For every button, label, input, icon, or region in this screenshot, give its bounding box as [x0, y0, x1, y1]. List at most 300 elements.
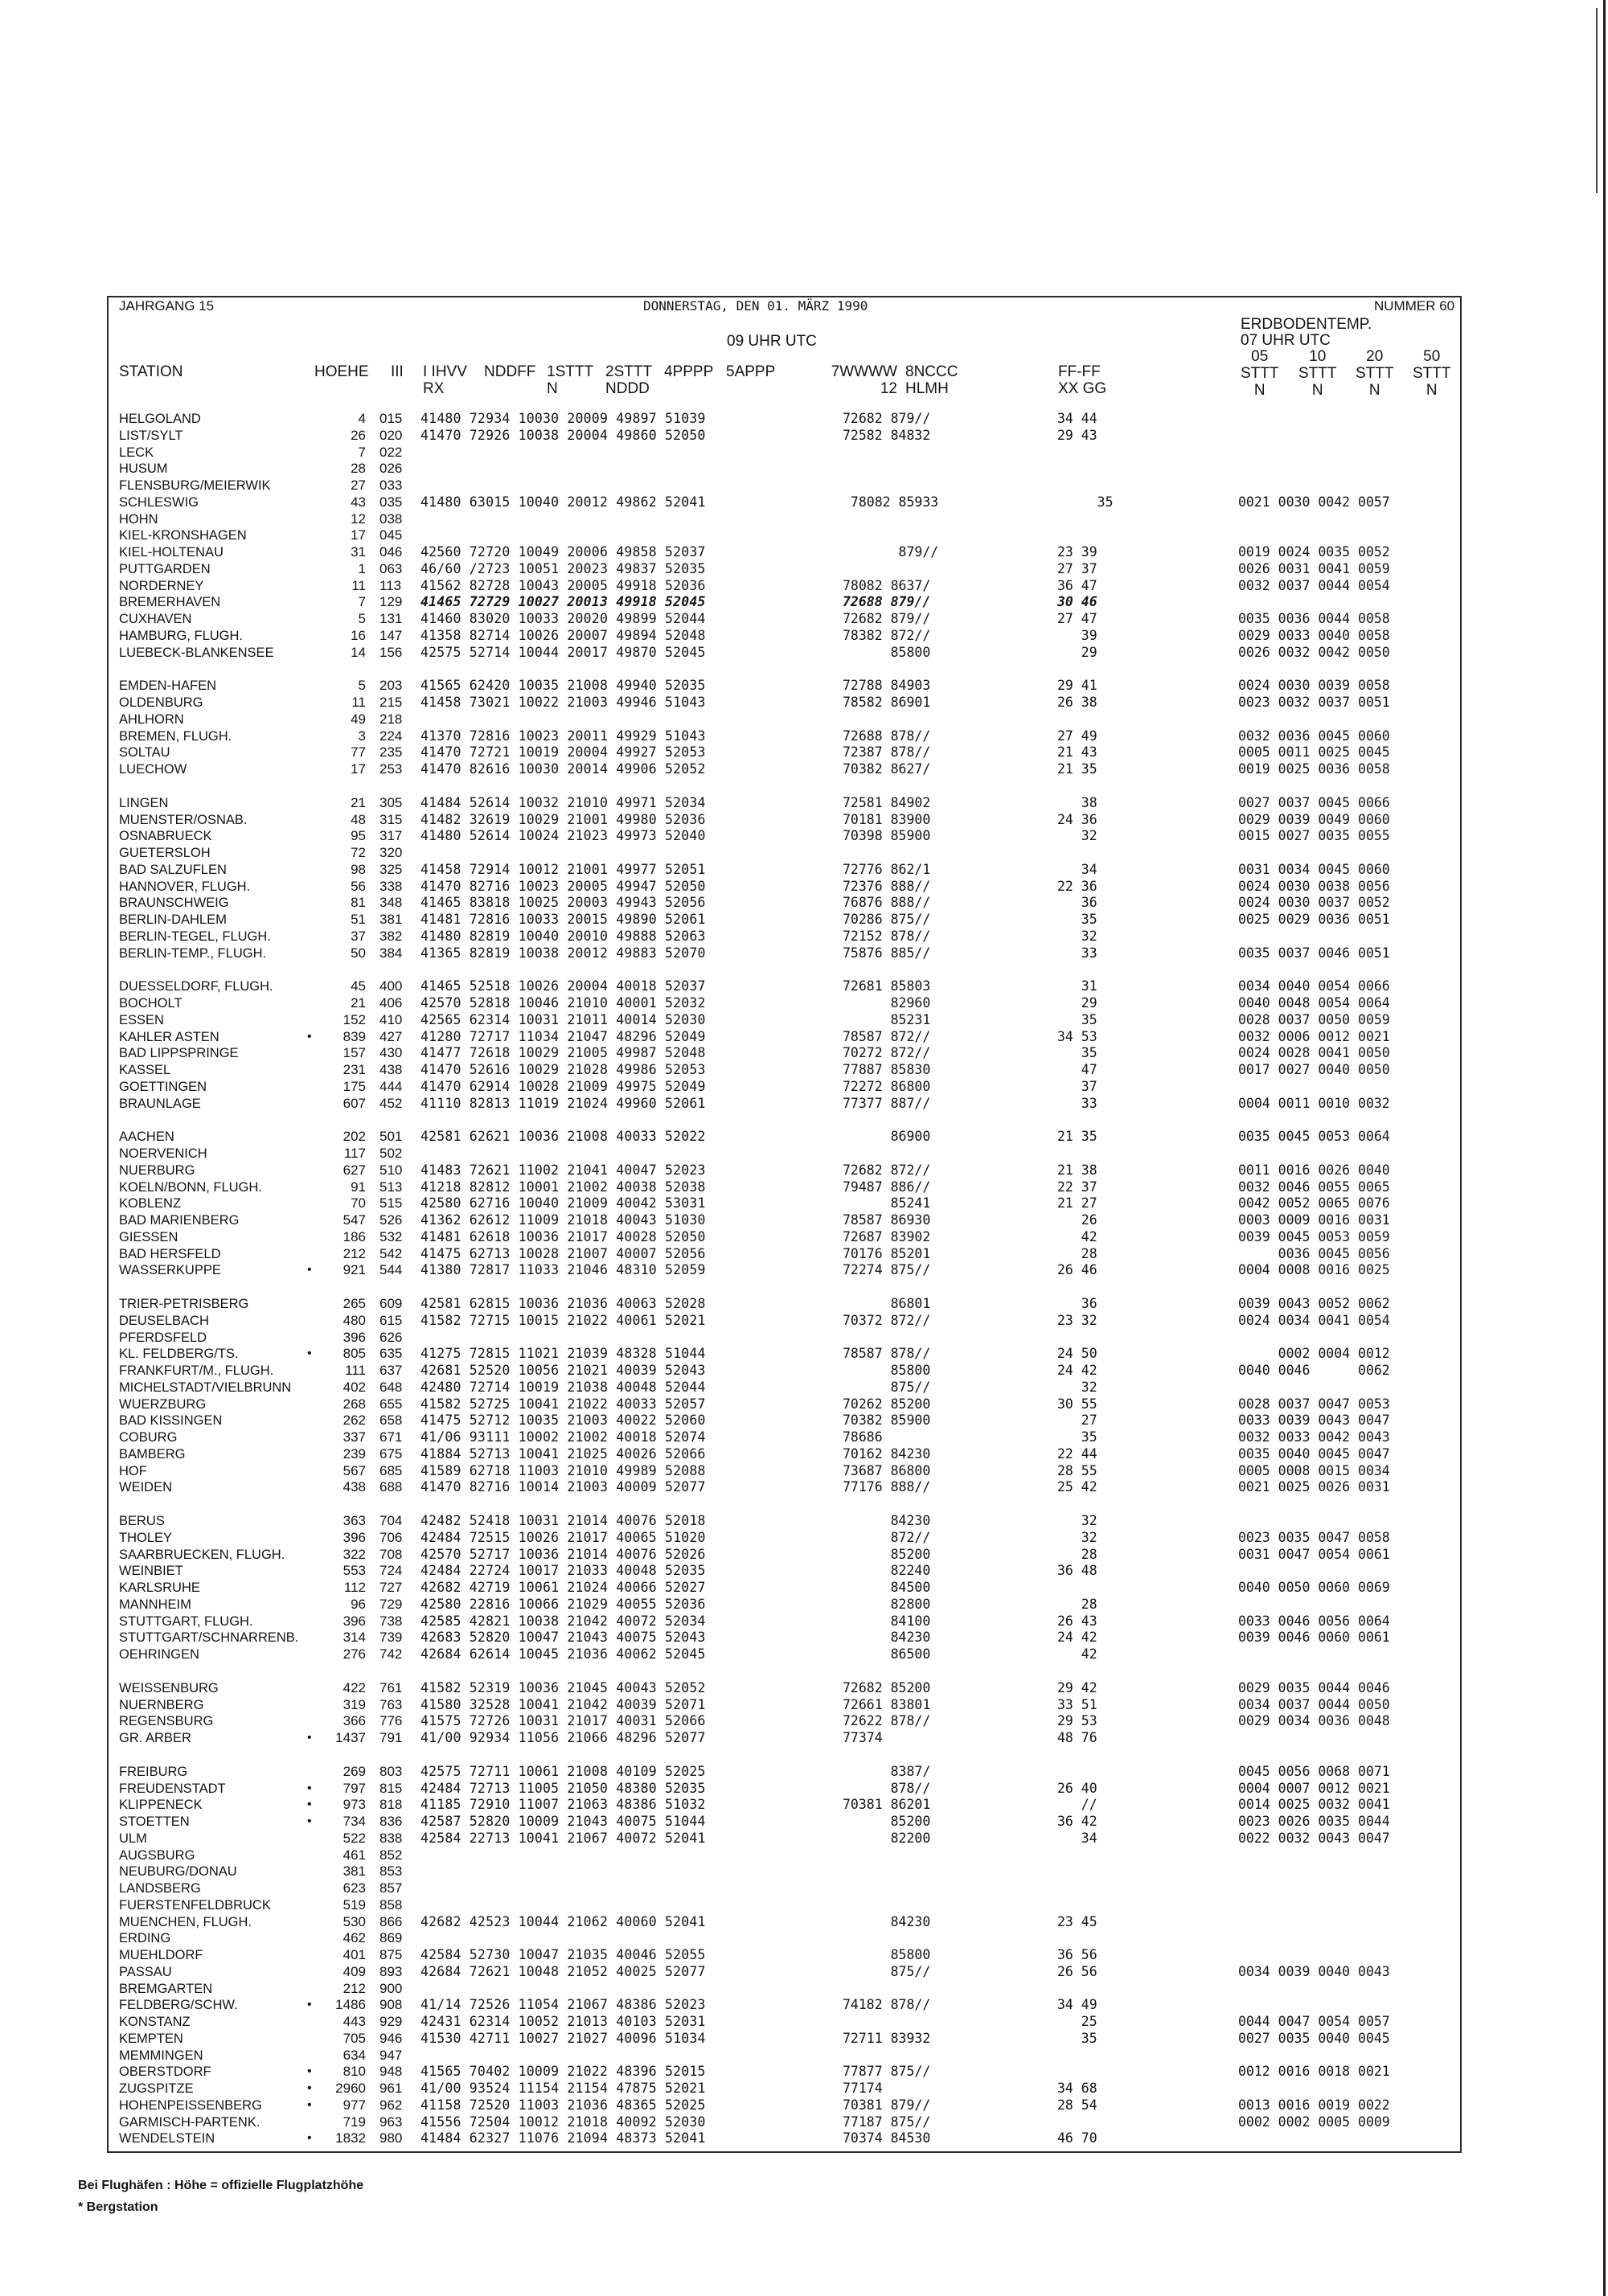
station-name: BERLIN-TEGEL, FLUGH.: [119, 929, 271, 944]
synop-groups: 41481 72816 10033 20015 49890 52061: [420, 912, 706, 927]
weather-cloud-groups: 78582 86901: [843, 695, 931, 710]
station-name: HANNOVER, FLUGH.: [119, 879, 251, 894]
station-index: 963: [379, 2114, 403, 2130]
synop-groups: 42580 22816 10066 21029 40055 52036: [420, 1596, 706, 1612]
station-name: NEUBURG/DONAU: [119, 1864, 237, 1880]
mountain-marker: •: [307, 2064, 312, 2079]
station-name: WUERZBURG: [119, 1396, 207, 1412]
weather-cloud-groups: 72682 879//: [843, 611, 931, 626]
col-8nccc: 8NCCC HLMH: [905, 363, 958, 397]
station-height: 202: [343, 1129, 366, 1145]
station-height: 462: [343, 1930, 366, 1946]
soil-temperatures: 0044 0047 0054 0057: [1238, 2014, 1390, 2029]
weather-cloud-groups: 72272 86800: [843, 1078, 931, 1094]
wind-gusts: 42: [1057, 1646, 1097, 1662]
weather-cloud-groups: 70286 875//: [843, 912, 931, 927]
wind-gusts: 33 51: [1057, 1696, 1097, 1712]
station-name: GUETERSLOH: [119, 846, 211, 860]
wind-gusts: 27 37: [1057, 560, 1097, 576]
table-row: [0, 1930, 1608, 1946]
weather-cloud-groups: 875//: [843, 1963, 931, 1979]
col-erd-50: 50 STTT N: [1413, 348, 1451, 399]
synop-groups: 41580 32528 10041 21042 40039 52071: [420, 1696, 706, 1712]
table-row: [0, 1246, 1608, 1262]
station-height: 96: [351, 1596, 366, 1612]
weather-cloud-groups: 77377 887//: [843, 1095, 931, 1111]
footnotes: [78, 2175, 363, 2218]
col-2sttt: 2STTT NDDD: [605, 363, 653, 397]
station-name: GOETTINGEN: [119, 1079, 207, 1094]
station-height: 5: [358, 678, 366, 694]
wind-gusts: 23 39: [1057, 544, 1097, 560]
station-name: HOHENPEISSENBERG: [119, 2097, 262, 2113]
station-index: 452: [379, 1095, 403, 1111]
station-name: OSNABRUECK: [119, 829, 212, 844]
station-index: 203: [379, 678, 403, 694]
station-height: 95: [351, 828, 366, 844]
wind-gusts: 22 44: [1057, 1445, 1097, 1462]
station-index: 218: [379, 711, 403, 727]
weather-cloud-groups: 70176 85201: [843, 1245, 931, 1261]
table-row: [0, 1981, 1608, 1997]
station-name: KAHLER ASTEN: [119, 1029, 219, 1044]
station-height: 77: [351, 744, 366, 761]
soil-temperatures: 0035 0036 0044 0058: [1238, 611, 1390, 626]
soil-temperatures: 0034 0039 0040 0043: [1238, 1963, 1390, 1979]
soil-temperatures: 0039 0043 0052 0062: [1238, 1296, 1390, 1311]
station-height: 409: [343, 1963, 366, 1979]
soil-temperatures: 0025 0029 0036 0051: [1238, 912, 1390, 927]
station-height: 12: [351, 510, 366, 527]
col-iihvv: I IHVV RX: [423, 363, 467, 397]
station-height: 402: [343, 1379, 366, 1395]
weather-cloud-groups: 72622 878//: [843, 1713, 931, 1729]
table-row: [0, 1563, 1608, 1579]
table-row: [0, 1947, 1608, 1963]
station-height: 56: [351, 878, 366, 894]
station-index: 038: [379, 510, 403, 527]
station-name: MUENSTER/OSNAB.: [119, 812, 248, 827]
station-index: 948: [379, 2064, 403, 2080]
wind-gusts: 46 70: [1057, 2130, 1097, 2146]
wind-gusts: 36 56: [1057, 1947, 1097, 1962]
station-height: 319: [343, 1696, 366, 1712]
soil-temperatures: 0021 0025 0026 0031: [1238, 1479, 1390, 1495]
table-row: [0, 1831, 1608, 1847]
table-row: [0, 594, 1608, 610]
station-height: 37: [351, 928, 366, 944]
weather-cloud-groups: 82240: [843, 1563, 931, 1579]
table-row: [0, 761, 1608, 777]
weather-cloud-groups: 72688 878//: [843, 728, 931, 744]
station-height: 7: [358, 594, 366, 610]
soil-temperatures: 0012 0016 0018 0021: [1238, 2064, 1390, 2080]
soil-temperatures: 0029 0033 0040 0058: [1238, 627, 1390, 643]
wind-gusts: 34: [1057, 1830, 1097, 1846]
wind-gusts: 29: [1057, 644, 1097, 660]
weather-cloud-groups: 72581 84902: [843, 794, 931, 810]
synop-groups: 41481 62618 10036 21017 40028 52050: [420, 1228, 706, 1244]
station-height: 212: [343, 1245, 366, 1261]
table-row: [0, 1330, 1608, 1346]
station-height: 26: [351, 427, 366, 443]
mountain-marker: •: [307, 1731, 312, 1745]
wind-gusts: 27 49: [1057, 728, 1097, 744]
station-name: AACHEN: [119, 1130, 174, 1145]
weather-cloud-groups: 86900: [843, 1129, 931, 1145]
col-erd-10: 10 STTT N: [1298, 348, 1337, 399]
synop-groups: 41370 72816 10023 20011 49929 51043: [420, 728, 706, 744]
station-height: 567: [343, 1462, 366, 1478]
station-index: 156: [379, 644, 403, 660]
station-name: BAD HERSFELD: [119, 1246, 221, 1261]
col-erd-20: 20 STTT N: [1356, 348, 1394, 399]
weather-cloud-groups: 73687 86800: [843, 1462, 931, 1478]
synop-groups: 42584 22713 10041 21067 40072 52041: [420, 1830, 706, 1846]
wind-gusts: 21 27: [1057, 1195, 1097, 1212]
soil-temperatures: 0035 0045 0053 0064: [1238, 1129, 1390, 1145]
station-name: BAMBERG: [119, 1446, 186, 1462]
synop-groups: 42575 52714 10044 20017 49870 52045: [420, 644, 706, 660]
soil-temperatures: 0021 0030 0042 0057: [1238, 494, 1390, 510]
table-row: [0, 828, 1608, 844]
table-row: [0, 1914, 1608, 1930]
wind-gusts: 35: [1057, 1429, 1097, 1445]
station-index: 706: [379, 1529, 403, 1545]
weather-cloud-groups: 70272 872//: [843, 1045, 931, 1061]
soil-temperatures: 0022 0032 0043 0047: [1238, 1830, 1390, 1846]
station-height: 262: [343, 1412, 366, 1429]
station-name: CUXHAVEN: [119, 612, 192, 626]
wind-gusts: 48 76: [1057, 1730, 1097, 1745]
station-name: BRAUNLAGE: [119, 1096, 201, 1111]
station-name: FLENSBURG/MEIERWIK: [119, 478, 271, 493]
station-name: TRIER-PETRISBERG: [119, 1297, 249, 1311]
station-index: 962: [379, 2097, 403, 2113]
station-index: 033: [379, 478, 403, 493]
synop-groups: 41470 72926 10038 20004 49860 52050: [420, 427, 706, 443]
footnote-airports: Bei Flughäfen : Höhe = offizielle Flugplatzhöhe: [78, 2179, 364, 2192]
station-name: COBURG: [119, 1430, 178, 1445]
station-index: 338: [379, 878, 403, 894]
soil-temperatures: 0024 0028 0041 0050: [1238, 1045, 1390, 1061]
synop-groups: 41470 82716 10014 21003 40009 52077: [420, 1479, 706, 1495]
station-index: 542: [379, 1245, 403, 1261]
table-row: [0, 1446, 1608, 1462]
weather-cloud-groups: 78587 878//: [843, 1346, 931, 1362]
station-index: 406: [379, 995, 403, 1011]
soil-temperatures: 0024 0030 0038 0056: [1238, 878, 1390, 894]
weather-cloud-groups: 70162 84230: [843, 1445, 931, 1462]
station-index: 235: [379, 744, 403, 761]
synop-groups: 41/00 92934 11056 21066 48296 52077: [420, 1730, 706, 1745]
table-row: [0, 695, 1608, 711]
station-index: 908: [379, 1997, 403, 2013]
mountain-marker: •: [307, 2081, 312, 2095]
synop-groups: 41582 72715 10015 21022 40061 52021: [420, 1312, 706, 1328]
soil-temperatures: 0035 0037 0046 0051: [1238, 945, 1390, 961]
station-height: 314: [343, 1630, 366, 1646]
station-height: 2960: [335, 2081, 366, 2096]
weather-cloud-groups: 72682 85200: [843, 1679, 931, 1695]
synop-groups: 42580 62716 10040 21009 40042 53031: [420, 1195, 706, 1212]
weather-cloud-groups: 70381 879//: [843, 2097, 931, 2113]
wind-gusts: 23 45: [1057, 1913, 1097, 1929]
wind-gusts: 21 35: [1057, 761, 1097, 777]
wind-gusts: 27 47: [1057, 611, 1097, 626]
station-height: 48: [351, 811, 366, 827]
station-index: 947: [379, 2047, 403, 2063]
synop-groups: 46/60 /2723 10051 20023 49837 52035: [420, 560, 706, 576]
station-name: LECK: [119, 445, 154, 460]
weather-cloud-groups: 84230: [843, 1513, 931, 1528]
station-height: 17: [351, 527, 366, 543]
weather-cloud-groups: 878//: [843, 1780, 931, 1796]
station-index: 501: [379, 1129, 403, 1145]
station-index: 381: [379, 912, 403, 927]
station-name: GR. ARBER: [119, 1731, 191, 1745]
table-row: [0, 1597, 1608, 1613]
wind-gusts: 28: [1057, 1596, 1097, 1612]
station-height: 519: [343, 1896, 366, 1913]
station-name: HELGOLAND: [119, 412, 201, 426]
weather-cloud-groups: 72711 83932: [843, 2030, 931, 2046]
synop-groups: 42484 22724 10017 21033 40048 52035: [420, 1563, 706, 1579]
wind-gusts: 36 42: [1057, 1814, 1097, 1829]
station-name: OLDENBURG: [119, 695, 203, 710]
station-height: 11: [351, 577, 366, 593]
wind-gusts: 35: [1057, 2030, 1097, 2046]
synop-groups: 42581 62621 10036 21008 40033 52022: [420, 1129, 706, 1145]
station-index: 510: [379, 1162, 403, 1178]
weather-cloud-groups: 77176 888//: [843, 1479, 931, 1495]
station-height: 72: [351, 845, 366, 860]
station-name: KLIPPENECK: [119, 1798, 203, 1813]
station-name: ZUGSPITZE: [119, 2081, 194, 2096]
table-row: [0, 862, 1608, 878]
table-row: [0, 678, 1608, 694]
station-index: 818: [379, 1797, 403, 1813]
wind-gusts: 32: [1057, 828, 1097, 844]
weather-cloud-groups: 85231: [843, 1011, 931, 1027]
station-name: FREUDENSTADT: [119, 1781, 226, 1796]
station-name: GIESSEN: [119, 1229, 178, 1244]
wind-gusts: 30 46: [1057, 594, 1097, 610]
station-name: BAD KISSINGEN: [119, 1413, 223, 1429]
soil-temperatures: 0039 0046 0060 0061: [1238, 1630, 1390, 1646]
table-row: [0, 1412, 1608, 1429]
weather-cloud-groups: 70382 8627/: [843, 761, 931, 777]
soil-temperatures: 0029 0039 0049 0060: [1238, 811, 1390, 827]
station-name: BAD MARIENBERG: [119, 1213, 240, 1228]
station-height: 461: [343, 1847, 366, 1863]
station-index: 502: [379, 1146, 403, 1161]
weather-cloud-groups: 85800: [843, 1363, 931, 1378]
station-height: 337: [343, 1429, 366, 1445]
table-row: [0, 1814, 1608, 1830]
weather-cloud-groups: 84230: [843, 1630, 931, 1646]
weather-cloud-groups: 78587 86930: [843, 1212, 931, 1228]
station-index: 615: [379, 1312, 403, 1328]
synop-groups: 41458 72914 10012 21001 49977 52051: [420, 861, 706, 877]
station-index: 444: [379, 1078, 403, 1094]
station-height: 438: [343, 1479, 366, 1495]
wind-gusts: 24 36: [1057, 811, 1097, 827]
station-height: 98: [351, 861, 366, 877]
station-name: STUTTGART, FLUGH.: [119, 1613, 253, 1629]
wind-gusts: 23 32: [1057, 1312, 1097, 1328]
station-height: 112: [343, 1580, 366, 1595]
mountain-marker: •: [307, 1998, 312, 2012]
station-height: 70: [351, 1195, 366, 1212]
erdboden-title: ERDBODENTEMP.: [1241, 316, 1372, 333]
col-1sttt: 1STTT N: [547, 363, 594, 397]
table-row: [0, 1363, 1608, 1379]
station-height: 522: [343, 1830, 366, 1846]
col-erd-05: 05 STTT N: [1241, 348, 1279, 399]
mountain-marker: •: [307, 1814, 312, 1828]
wind-gusts: 34 44: [1057, 411, 1097, 426]
table-row: [0, 1964, 1608, 1980]
station-name: FRANKFURT/M., FLUGH.: [119, 1363, 274, 1378]
weather-cloud-groups: 72582 84832: [843, 427, 931, 443]
station-index: 946: [379, 2030, 403, 2046]
table-row: [0, 912, 1608, 928]
synop-groups: 41483 72621 11002 21041 40047 52023: [420, 1162, 706, 1178]
synop-groups: 42681 52520 10056 21021 40039 52043: [420, 1363, 706, 1378]
col-hoehe: HOEHE: [314, 363, 369, 380]
synop-groups: 42482 52418 10031 21014 40076 52018: [420, 1513, 706, 1528]
synop-groups: 41482 32619 10029 21001 49980 52036: [420, 811, 706, 827]
synop-groups: 41562 82728 10043 20005 49918 52036: [420, 577, 706, 593]
station-index: 532: [379, 1228, 403, 1244]
table-row: [0, 1096, 1608, 1112]
weather-cloud-groups: 8387/: [843, 1763, 931, 1779]
table-row: [0, 611, 1608, 627]
station-height: 43: [351, 494, 366, 510]
wind-gusts: 34: [1057, 861, 1097, 877]
station-index: 131: [379, 611, 403, 626]
station-height: 553: [343, 1563, 366, 1579]
weather-cloud-groups: 70381 86201: [843, 1797, 931, 1813]
station-index: 320: [379, 845, 403, 860]
station-height: 627: [343, 1162, 366, 1178]
station-height: 265: [343, 1296, 366, 1311]
soil-temperatures: 0005 0011 0025 0045: [1238, 744, 1390, 761]
mountain-marker: •: [307, 2131, 312, 2146]
table-row: [0, 428, 1608, 444]
soil-temperatures: 0033 0046 0056 0064: [1238, 1613, 1390, 1629]
footnote-mountain-station: * Bergstation: [78, 2200, 158, 2214]
table-row: [0, 728, 1608, 744]
weather-cloud-groups: 77174: [843, 2081, 883, 2096]
station-height: 27: [351, 478, 366, 493]
wind-gusts: 42: [1057, 1228, 1097, 1244]
station-name: KEMPTEN: [119, 2031, 183, 2046]
col-station: STATION: [119, 363, 183, 380]
mountain-marker: •: [307, 2097, 312, 2112]
station-name: BERLIN-TEMP., FLUGH.: [119, 945, 267, 961]
station-name: LIST/SYLT: [119, 428, 183, 443]
wind-gusts: 28: [1057, 1245, 1097, 1261]
synop-groups: 41/14 72526 11054 21067 48386 52023: [420, 1997, 706, 2013]
synop-groups: 41470 62914 10028 21009 49975 52049: [420, 1078, 706, 1094]
weather-cloud-groups: 72152 878//: [843, 928, 931, 944]
table-row: [0, 978, 1608, 994]
synop-groups: 42581 62815 10036 21036 40063 52028: [420, 1296, 706, 1311]
col-ffff: FF-FF XX GG: [1058, 363, 1107, 397]
station-index: 675: [379, 1445, 403, 1462]
wind-gusts: 36 48: [1057, 1563, 1097, 1579]
station-index: 215: [379, 695, 403, 710]
station-index: 761: [379, 1679, 403, 1695]
soil-temperatures: 0042 0052 0065 0076: [1238, 1195, 1390, 1212]
table-row: [0, 1530, 1608, 1546]
table-row: [0, 1646, 1608, 1663]
wind-gusts: 25 42: [1057, 1479, 1097, 1495]
wind-gusts: 21 43: [1057, 744, 1097, 761]
synop-groups: 41470 72721 10019 20004 49927 52053: [420, 744, 706, 761]
synop-groups: 42570 52818 10046 21010 40001 52032: [420, 995, 706, 1011]
soil-temperatures: 0002 0004 0012: [1238, 1346, 1390, 1362]
station-height: 401: [343, 1947, 366, 1962]
table-row: [0, 1580, 1608, 1596]
table-row: [0, 1396, 1608, 1412]
soil-temperatures: 0023 0032 0037 0051: [1238, 695, 1390, 710]
erdboden-time: 07 UHR UTC: [1241, 332, 1331, 349]
station-height: 634: [343, 2047, 366, 2063]
station-index: 838: [379, 1830, 403, 1846]
table-row: [0, 1195, 1608, 1212]
synop-groups: 42570 52717 10036 21014 40076 52026: [420, 1546, 706, 1562]
station-height: 443: [343, 2014, 366, 2029]
weather-cloud-groups: 70372 872//: [843, 1312, 931, 1328]
table-row: [0, 1129, 1608, 1145]
station-name: ULM: [119, 1831, 147, 1846]
table-row: [0, 1764, 1608, 1780]
table-row: [0, 995, 1608, 1011]
weather-cloud-groups: 86500: [843, 1646, 931, 1662]
wind-gusts: 27: [1057, 1412, 1097, 1429]
soil-temperatures: 0034 0037 0044 0050: [1238, 1696, 1390, 1712]
station-index: 253: [379, 761, 403, 777]
station-height: 117: [343, 1146, 366, 1161]
synop-groups: 41380 72817 11033 21046 48310 52059: [420, 1262, 706, 1278]
station-name: KL. FELDBERG/TS.: [119, 1347, 239, 1362]
synop-groups: 42682 42523 10044 21062 40060 52041: [420, 1913, 706, 1929]
station-index: 655: [379, 1396, 403, 1412]
station-name: LUECHOW: [119, 762, 187, 777]
wind-gusts: 22 36: [1057, 878, 1097, 894]
station-name: HAMBURG, FLUGH.: [119, 628, 244, 643]
soil-temperatures: 0023 0035 0047 0058: [1238, 1529, 1390, 1545]
station-height: 21: [351, 794, 366, 810]
station-height: 810: [343, 2064, 366, 2080]
weather-cloud-groups: 72788 84903: [843, 678, 931, 694]
synop-groups: 42682 42719 10061 21024 40066 52027: [420, 1580, 706, 1595]
table-row: [0, 1146, 1608, 1162]
station-name: MUENCHEN, FLUGH.: [119, 1914, 252, 1929]
wind-gusts: 26: [1057, 1212, 1097, 1228]
station-height: 51: [351, 912, 366, 927]
synop-groups: 42565 62314 10031 21011 40014 52030: [420, 1011, 706, 1027]
station-name: MEMMINGEN: [119, 2048, 203, 2063]
synop-groups: 41465 72729 10027 20013 49918 52045: [420, 594, 706, 610]
synop-groups: 41530 42711 10027 21027 40096 51034: [420, 2030, 706, 2046]
synop-groups: 42484 72515 10026 21017 40065 51020: [420, 1529, 706, 1545]
station-index: 129: [379, 594, 403, 610]
wind-gusts: 21 38: [1057, 1162, 1097, 1178]
